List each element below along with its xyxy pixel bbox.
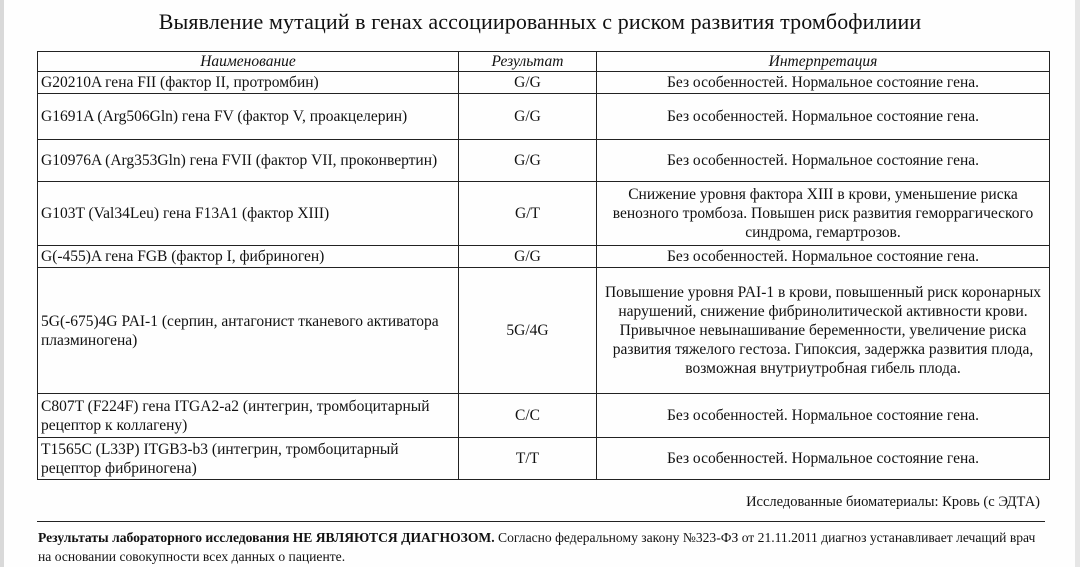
table-row xyxy=(38,394,1050,438)
footer-divider xyxy=(37,521,1045,522)
result-cell: G/G xyxy=(459,72,597,94)
table-row xyxy=(38,94,1050,140)
gene-name-cell: 5G(-675)4G PAI-1 (серпин, антагонист тканевого активатора плазминогена) xyxy=(38,268,459,394)
gene-name-cell: G1691A (Arg506Gln) гена FV (фактор V, проакцелерин) xyxy=(38,94,459,140)
left-page-edge xyxy=(0,0,4,567)
result-cell: G/G xyxy=(459,140,597,182)
table-header-row xyxy=(38,52,1050,72)
table-row xyxy=(38,182,1050,246)
gene-name-cell: G20210A гена FII (фактор II, протромбин) xyxy=(38,72,459,94)
disclaimer-text: Согласно федеральному закону №323-ФЗ от 21.11.2011 диагноз устанавливает лечащий врач на основании совокупности всех данных о пациенте. xyxy=(38,530,1036,564)
interpretation-cell: Без особенностей. Нормальное состояние гена. xyxy=(597,438,1050,480)
interpretation-cell: Без особенностей. Нормальное состояние гена. xyxy=(597,394,1050,438)
biomaterials-note: Исследованные биоматериалы: Кровь (с ЭДТА) xyxy=(746,494,1040,510)
table-row xyxy=(38,140,1050,182)
gene-name-cell: G10976A (Arg353Gln) гена FVII (фактор VII, проконвертин) xyxy=(38,140,459,182)
gene-name-cell: C807T (F224F) гена ITGA2-a2 (интегрин, тромбоцитарный рецептор к коллагену) xyxy=(38,394,459,438)
disclaimer-bold: Результаты лабораторного исследования НЕ ЯВЛЯЮТСЯ ДИАГНОЗОМ. xyxy=(38,530,495,545)
right-page-edge xyxy=(1075,0,1080,567)
result-cell: G/T xyxy=(459,182,597,246)
result-cell: G/G xyxy=(459,94,597,140)
result-cell: C/C xyxy=(459,394,597,438)
interpretation-cell: Без особенностей. Нормальное состояние гена. xyxy=(597,246,1050,268)
table-row xyxy=(38,268,1050,394)
mutation-results-table xyxy=(37,51,1050,480)
header-interpretation: Интерпретация xyxy=(597,52,1050,72)
report-title: Выявление мутаций в генах ассоциированных с риском развития тромбофилиии xyxy=(158,9,922,34)
disclaimer xyxy=(38,528,1048,566)
interpretation-cell: Без особенностей. Нормальное состояние гена. xyxy=(597,72,1050,94)
interpretation-cell: Без особенностей. Нормальное состояние гена. xyxy=(597,140,1050,182)
result-cell: 5G/4G xyxy=(459,268,597,394)
header-name: Наименование xyxy=(38,52,459,72)
result-cell: G/G xyxy=(459,246,597,268)
table-row xyxy=(38,438,1050,480)
table-row xyxy=(38,246,1050,268)
gene-name-cell: T1565C (L33P) ITGB3-b3 (интегрин, тромбоцитарный рецептор фибриногена) xyxy=(38,438,459,480)
interpretation-cell: Без особенностей. Нормальное состояние гена. xyxy=(597,94,1050,140)
table-row xyxy=(38,72,1050,94)
gene-name-cell: G(-455)A гена FGB (фактор I, фибриноген) xyxy=(38,246,459,268)
result-cell: T/T xyxy=(459,438,597,480)
header-result: Результат xyxy=(459,52,597,72)
gene-name-cell: G103T (Val34Leu) гена F13A1 (фактор XIII) xyxy=(38,182,459,246)
interpretation-cell: Повышение уровня PAI-1 в крови, повышенный риск коронарных нарушений, снижение фибринолитической активности крови. Привычное невынашивание беременности, увеличение риска развития тяжелого гестоза. Гипоксия, задержка развития плода, возможная внутриутробная гибель плода. xyxy=(597,268,1050,394)
interpretation-cell: Снижение уровня фактора XIII в крови, уменьшение риска венозного тромбоза. Повышен риск развития геморрагического синдрома, гемартрозов. xyxy=(597,182,1050,246)
